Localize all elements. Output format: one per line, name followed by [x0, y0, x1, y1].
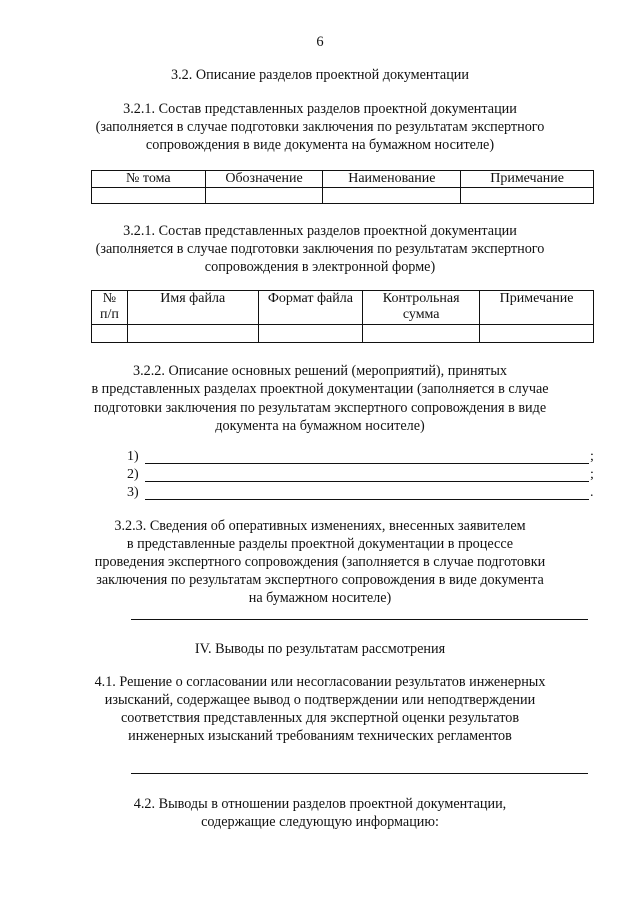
- paragraph-line: 3.2.2. Описание основных решений (мероприятий), принятых: [133, 363, 507, 379]
- paragraph-line: заключения по результатам экспертного сопровождения в виде документа: [96, 572, 544, 588]
- paragraph-line: 3.2.1. Состав представленных разделов проектной документации: [123, 223, 517, 239]
- table-row: [92, 188, 594, 204]
- column-header-volume: № тома: [92, 171, 206, 188]
- table-cell: [92, 188, 206, 204]
- paragraph-line: 3.2.3. Сведения об оперативных изменениях, внесенных заявителем: [114, 518, 526, 534]
- paragraph-line: 4.2. Выводы в отношении разделов проектной документации,: [133, 796, 507, 812]
- paragraph-line: соответствия представленных для экспертной оценки результатов: [120, 710, 520, 726]
- paragraph-line: на бумажном носителе): [248, 590, 392, 606]
- section-3-2-heading: 3.2. Описание разделов проектной документации: [171, 67, 469, 83]
- paragraph-line: в представленные разделы проектной документации в процессе: [126, 536, 514, 552]
- table-cell: [258, 325, 363, 343]
- column-header-designation: Обозначение: [205, 171, 323, 188]
- fill-in-line: [131, 619, 588, 620]
- list-item-number: 1): [127, 449, 139, 464]
- column-header-note: Примечание: [480, 291, 594, 325]
- sections-table-electronic: [91, 290, 594, 343]
- page-number: 6: [316, 34, 324, 50]
- column-header-name: Наименование: [323, 171, 461, 188]
- table-header-row: [92, 291, 594, 325]
- column-header-checksum: Контрольная сумма: [363, 291, 480, 325]
- paragraph-line: сопровождения в электронной форме): [204, 259, 436, 275]
- table-cell: [92, 325, 128, 343]
- sections-table-paper: [91, 170, 594, 204]
- table-cell: [127, 325, 258, 343]
- paragraph-line: в представленных разделах проектной документации (заполняется в случае: [91, 381, 549, 397]
- table-cell: [205, 188, 323, 204]
- list-item-end: ;: [590, 467, 594, 482]
- column-header-file-format: Формат файла: [258, 291, 363, 325]
- paragraph-line: проведения экспертного сопровождения (заполняется в случае подготовки: [94, 554, 546, 570]
- list-item-end: .: [590, 485, 594, 500]
- paragraph-line: (заполняется в случае подготовки заключения по результатам экспертного: [95, 119, 545, 135]
- table-cell: [323, 188, 461, 204]
- paragraph-line: инженерных изысканий требованиям технических регламентов: [128, 728, 512, 744]
- table-cell: [363, 325, 480, 343]
- table-cell: [480, 325, 594, 343]
- paragraph-line: 3.2.1. Состав представленных разделов проектной документации: [123, 101, 517, 117]
- list-item-number: 3): [127, 485, 139, 500]
- table-cell: [461, 188, 594, 204]
- paragraph-line: подготовки заключения по результатам экспертного сопровождения в виде: [93, 400, 547, 416]
- table-header-row: [92, 171, 594, 188]
- paragraph-line: изысканий, содержащее вывод о подтверждении или неподтверждении: [104, 692, 536, 708]
- list-item-end: ;: [590, 449, 594, 464]
- column-header-note: Примечание: [461, 171, 594, 188]
- fill-in-line: [131, 773, 588, 774]
- fill-in-line: [145, 463, 589, 464]
- column-header-file-name: Имя файла: [127, 291, 258, 325]
- section-IV-heading: IV. Выводы по результатам рассмотрения: [194, 641, 446, 657]
- paragraph-line: содержащие следующую информацию:: [201, 814, 439, 830]
- paragraph-line: документа на бумажном носителе): [215, 418, 425, 434]
- fill-in-line: [145, 481, 589, 482]
- paragraph-line: 4.1. Решение о согласовании или несогласовании результатов инженерных: [94, 674, 546, 690]
- list-item-number: 2): [127, 467, 139, 482]
- paragraph-line: сопровождения в виде документа на бумажном носителе): [145, 137, 495, 153]
- fill-in-line: [145, 499, 589, 500]
- paragraph-line: (заполняется в случае подготовки заключения по результатам экспертного: [95, 241, 545, 257]
- column-header-number: № п/п: [92, 291, 128, 325]
- table-row: [92, 325, 594, 343]
